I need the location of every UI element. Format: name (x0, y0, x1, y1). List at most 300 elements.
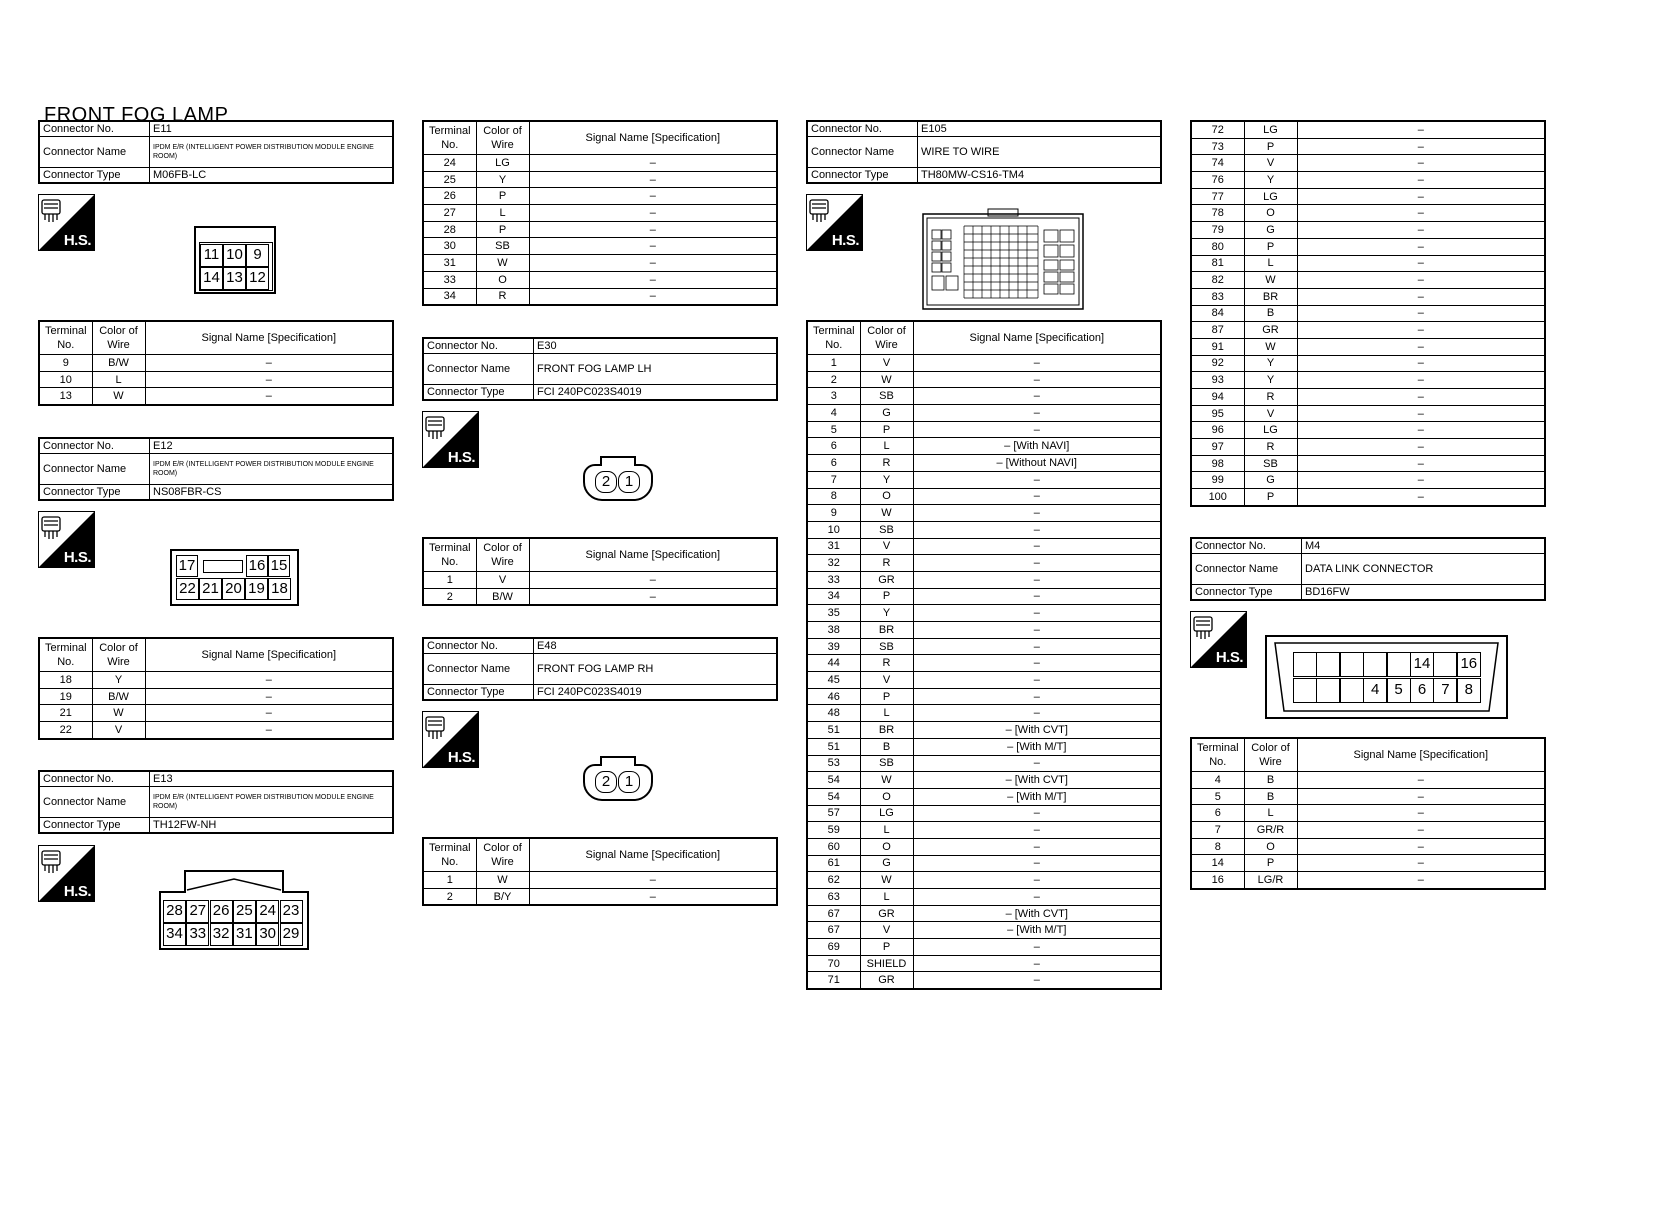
signal-name-cell: – (913, 622, 1161, 639)
terminal-pin: 26 (210, 900, 233, 923)
terminal-pin (1387, 652, 1411, 677)
wire-color-cell: R (1244, 389, 1297, 406)
wire-color-cell: Y (476, 171, 529, 188)
signal-name-cell: – (1297, 222, 1545, 239)
table-row (1191, 205, 1545, 222)
wire-color-cell: Y (1244, 355, 1297, 372)
connector-no-label: Connector No. (39, 438, 150, 454)
terminal-no-header: Terminal No. (39, 638, 92, 672)
terminal-no-cell: 63 (807, 889, 860, 906)
color-of-wire-header: Color of Wire (92, 638, 145, 672)
wire-color-cell: G (860, 405, 913, 422)
wire-color-cell: SB (860, 388, 913, 405)
terminal-pin: 31 (233, 923, 256, 946)
wire-color-cell: SB (860, 755, 913, 772)
table-row (1191, 422, 1545, 439)
signal-name-cell: – (913, 855, 1161, 872)
wire-color-cell: BR (860, 722, 913, 739)
terminal-no-cell: 96 (1191, 422, 1244, 439)
connector-type-label: Connector Type (39, 818, 150, 834)
table-row (807, 772, 1161, 789)
terminal-no-cell: 1 (423, 572, 476, 589)
wire-color-cell: W (92, 388, 145, 405)
table-row (807, 521, 1161, 538)
connector-no-label: Connector No. (1191, 538, 1302, 554)
terminal-no-cell: 14 (1191, 855, 1244, 872)
table-row (807, 889, 1161, 906)
connector-no-value: E30 (534, 338, 778, 354)
signal-name-cell: – (145, 722, 393, 739)
table-row (1191, 872, 1545, 889)
wire-color-cell: B (1244, 305, 1297, 322)
terminal-no-cell: 45 (807, 672, 860, 689)
wire-color-cell: GR (860, 972, 913, 989)
wire-color-cell: L (476, 205, 529, 222)
terminal-no-cell: 74 (1191, 155, 1244, 172)
wire-color-cell: P (860, 421, 913, 438)
table-row (807, 672, 1161, 689)
wire-color-cell: LG (1244, 422, 1297, 439)
terminal-pin: 19 (245, 578, 268, 600)
terminal-pin: 10 (223, 244, 246, 267)
signal-name-cell: – (1297, 472, 1545, 489)
terminal-pin: 16 (1457, 652, 1481, 677)
table-row (39, 371, 393, 388)
terminal-pin: 32 (210, 923, 233, 946)
signal-name-cell: – (913, 872, 1161, 889)
connector-diagram-e105 (922, 208, 1084, 310)
table-row (807, 755, 1161, 772)
table-row (807, 371, 1161, 388)
table-row (1191, 188, 1545, 205)
connector-no-value: E12 (150, 438, 394, 454)
table-row (1191, 788, 1545, 805)
signal-name-cell: – (1297, 272, 1545, 289)
signal-name-cell: – (529, 205, 777, 222)
wire-color-cell: V (1244, 155, 1297, 172)
signal-name-cell: – (913, 421, 1161, 438)
signal-name-cell: – (1297, 188, 1545, 205)
wire-color-cell: P (476, 221, 529, 238)
connector-diagram-e11 (194, 226, 276, 294)
signal-name-cell: – (1297, 855, 1545, 872)
terminal-no-cell: 51 (807, 722, 860, 739)
signal-name-cell: – (1297, 355, 1545, 372)
table-row (1191, 272, 1545, 289)
hs-label: H.S. (63, 232, 91, 249)
terminal-no-cell: 18 (39, 672, 92, 689)
table-row (1191, 439, 1545, 456)
signal-name-cell: – (529, 271, 777, 288)
signal-name-cell: – (529, 288, 777, 305)
table-row (807, 688, 1161, 705)
wire-color-cell: LG (476, 155, 529, 172)
signal-name-cell: – (1297, 288, 1545, 305)
terminal-pin: 25 (233, 900, 256, 923)
terminal-no-cell: 69 (807, 939, 860, 956)
connector-diagram-e13 (159, 870, 309, 950)
terminal-table-e12 (38, 637, 394, 740)
table-row (807, 488, 1161, 505)
terminal-no-header: Terminal No. (423, 838, 476, 872)
color-of-wire-header: Color of Wire (860, 321, 913, 355)
terminal-no-cell: 70 (807, 955, 860, 972)
table-row (39, 722, 393, 739)
table-row (1191, 338, 1545, 355)
signal-name-cell: – (1297, 155, 1545, 172)
connector-no-label: Connector No. (423, 338, 534, 354)
terminal-no-cell: 95 (1191, 405, 1244, 422)
terminal-pin: 34 (163, 923, 186, 946)
table-row (39, 355, 393, 372)
terminal-no-cell: 2 (423, 888, 476, 905)
wire-color-cell: V (92, 722, 145, 739)
color-of-wire-header: Color of Wire (476, 538, 529, 572)
terminal-pin: 13 (223, 267, 246, 290)
wire-color-cell: O (1244, 205, 1297, 222)
harness-side-icon (422, 711, 479, 768)
signal-name-cell: – [With CVT] (913, 772, 1161, 789)
terminal-no-cell: 82 (1191, 272, 1244, 289)
connector-diagram-e48 (583, 756, 653, 801)
signal-name-cell: – (529, 888, 777, 905)
terminal-pin (1316, 652, 1340, 677)
wire-color-cell: SB (860, 638, 913, 655)
connector-info-e13 (38, 770, 394, 834)
table-row (807, 905, 1161, 922)
terminal-pin: 33 (186, 923, 209, 946)
connector-name-label: Connector Name (39, 787, 150, 818)
wire-color-cell: V (860, 672, 913, 689)
table-row (423, 155, 777, 172)
terminal-no-cell: 22 (39, 722, 92, 739)
terminal-pin: 29 (280, 923, 303, 946)
table-row (1191, 772, 1545, 789)
signal-name-cell: – (913, 571, 1161, 588)
wire-color-cell: B (1244, 788, 1297, 805)
terminal-pin (1433, 652, 1457, 677)
connector-name-value: WIRE TO WIRE (918, 137, 1162, 168)
signal-name-cell: – (145, 388, 393, 405)
wire-color-cell: GR (860, 905, 913, 922)
table-row (39, 388, 393, 405)
terminal-table-e30 (422, 537, 778, 606)
table-row (807, 655, 1161, 672)
table-row (1191, 238, 1545, 255)
signal-name-header: Signal Name [Specification] (913, 321, 1161, 355)
harness-side-icon (422, 411, 479, 468)
terminal-pin: 14 (200, 267, 223, 290)
connector-type-value: FCI 240PC023S4019 (534, 685, 778, 701)
table-row (423, 221, 777, 238)
connector-no-value: M4 (1302, 538, 1546, 554)
hs-label: H.S. (63, 883, 91, 900)
connector-info-m4 (1190, 537, 1546, 601)
connector-no-label: Connector No. (807, 121, 918, 137)
terminal-no-cell: 33 (423, 271, 476, 288)
terminal-no-cell: 98 (1191, 455, 1244, 472)
table-row (807, 788, 1161, 805)
signal-name-cell: – (913, 388, 1161, 405)
terminal-no-cell: 5 (1191, 788, 1244, 805)
terminal-no-cell: 76 (1191, 172, 1244, 189)
wire-color-cell: W (1244, 272, 1297, 289)
wire-color-cell: W (1244, 338, 1297, 355)
connector-type-value: TH12FW-NH (150, 818, 394, 834)
terminal-no-cell: 60 (807, 838, 860, 855)
table-row (423, 872, 777, 889)
signal-name-header: Signal Name [Specification] (145, 638, 393, 672)
table-row (423, 288, 777, 305)
terminal-no-cell: 3 (807, 388, 860, 405)
wire-color-cell: L (1244, 805, 1297, 822)
connector-name-label: Connector Name (807, 137, 918, 168)
terminal-pin: 27 (186, 900, 209, 923)
terminal-no-cell: 7 (1191, 822, 1244, 839)
signal-name-cell: – (1297, 455, 1545, 472)
wire-color-cell: O (476, 271, 529, 288)
signal-name-cell: – (913, 638, 1161, 655)
hs-label: H.S. (447, 749, 475, 766)
signal-name-cell: – (1297, 838, 1545, 855)
terminal-pin: 2 (595, 771, 617, 793)
terminal-no-cell: 54 (807, 788, 860, 805)
signal-name-cell: – (913, 488, 1161, 505)
terminal-no-cell: 80 (1191, 238, 1244, 255)
wire-color-cell: L (860, 889, 913, 906)
terminal-no-cell: 4 (1191, 772, 1244, 789)
harness-side-icon (38, 845, 95, 902)
wire-color-cell: Y (1244, 372, 1297, 389)
connector-name-value: FRONT FOG LAMP LH (534, 354, 778, 385)
table-row (807, 638, 1161, 655)
signal-name-cell: – [With CVT] (913, 722, 1161, 739)
terminal-no-cell: 7 (807, 471, 860, 488)
table-row (1191, 838, 1545, 855)
wire-color-cell: P (860, 939, 913, 956)
signal-name-header: Signal Name [Specification] (145, 321, 393, 355)
signal-name-cell: – (1297, 788, 1545, 805)
table-row (807, 722, 1161, 739)
terminal-no-cell: 35 (807, 605, 860, 622)
terminal-pin (1316, 678, 1340, 703)
terminal-no-cell: 79 (1191, 222, 1244, 239)
wire-color-cell: L (92, 371, 145, 388)
terminal-no-cell: 1 (423, 872, 476, 889)
wire-color-cell: P (860, 688, 913, 705)
signal-name-cell: – (529, 188, 777, 205)
terminal-no-cell: 33 (807, 571, 860, 588)
terminal-table-e13 (422, 120, 778, 306)
hs-label: H.S. (1215, 649, 1243, 666)
terminal-no-cell: 39 (807, 638, 860, 655)
connector-info-e30 (422, 337, 778, 401)
table-row (807, 355, 1161, 372)
terminal-no-cell: 1 (807, 355, 860, 372)
terminal-no-header: Terminal No. (423, 121, 476, 155)
terminal-table-e105-continued (1190, 120, 1546, 507)
connector-name-label: Connector Name (1191, 554, 1302, 585)
wire-color-cell: B/W (476, 588, 529, 605)
terminal-pin: 8 (1457, 678, 1481, 703)
table-row (807, 805, 1161, 822)
terminal-no-cell: 4 (807, 405, 860, 422)
signal-name-cell: – (913, 672, 1161, 689)
page-title: FRONT FOG LAMP (44, 104, 229, 126)
terminal-pin: 14 (1410, 652, 1434, 677)
connector-info-e105 (806, 120, 1162, 184)
wire-color-cell: P (1244, 855, 1297, 872)
terminal-pin: 1 (618, 771, 640, 793)
signal-name-cell: – (913, 588, 1161, 605)
table-row (807, 822, 1161, 839)
wire-color-cell: Y (1244, 172, 1297, 189)
wire-color-cell: L (860, 705, 913, 722)
wire-color-cell: W (860, 772, 913, 789)
signal-name-cell: – (145, 672, 393, 689)
signal-name-cell: – (913, 688, 1161, 705)
terminal-no-cell: 10 (807, 521, 860, 538)
wire-color-cell: B (1244, 772, 1297, 789)
terminal-pin: 20 (222, 578, 245, 600)
terminal-no-cell: 59 (807, 822, 860, 839)
connector-diagram-e30 (583, 456, 653, 501)
table-row (423, 271, 777, 288)
table-row (807, 622, 1161, 639)
terminal-no-cell: 46 (807, 688, 860, 705)
table-row (1191, 255, 1545, 272)
table-row (807, 705, 1161, 722)
connector-no-label: Connector No. (423, 638, 534, 654)
terminal-pin: 30 (256, 923, 279, 946)
connector-type-value: BD16FW (1302, 585, 1546, 601)
terminal-pin (1340, 678, 1364, 703)
wire-color-cell: O (1244, 838, 1297, 855)
small-terminal-grid (932, 230, 1074, 294)
connector-name-label: Connector Name (39, 137, 150, 168)
terminal-no-cell: 10 (39, 371, 92, 388)
wire-color-cell: R (1244, 439, 1297, 456)
color-of-wire-header: Color of Wire (1244, 738, 1297, 772)
terminal-table-e105 (806, 320, 1162, 990)
table-row (423, 188, 777, 205)
terminal-no-cell: 78 (1191, 205, 1244, 222)
signal-name-cell: – [With NAVI] (913, 438, 1161, 455)
terminal-pin (1340, 652, 1364, 677)
terminal-no-cell: 99 (1191, 472, 1244, 489)
wire-color-cell: L (860, 438, 913, 455)
wire-color-cell: G (1244, 472, 1297, 489)
wire-color-cell: O (860, 838, 913, 855)
table-row (807, 872, 1161, 889)
wire-color-cell: LG (860, 805, 913, 822)
table-row (807, 438, 1161, 455)
table-row (807, 838, 1161, 855)
signal-name-cell: – (913, 521, 1161, 538)
wire-color-cell: B/W (92, 688, 145, 705)
wire-color-cell: GR (1244, 322, 1297, 339)
signal-name-cell: – [Without NAVI] (913, 455, 1161, 472)
signal-name-cell: – (913, 605, 1161, 622)
color-of-wire-header: Color of Wire (92, 321, 145, 355)
terminal-no-cell: 26 (423, 188, 476, 205)
table-row (807, 405, 1161, 422)
terminal-pin (1363, 652, 1387, 677)
terminal-pin: 17 (176, 555, 198, 577)
lock-tab (203, 560, 243, 573)
connector-no-value: E48 (534, 638, 778, 654)
connector-name-label: Connector Name (39, 454, 150, 485)
table-row (807, 588, 1161, 605)
terminal-pin: 24 (256, 900, 279, 923)
table-row (1191, 489, 1545, 506)
terminal-no-cell: 8 (1191, 838, 1244, 855)
terminal-no-cell: 8 (807, 488, 860, 505)
hs-label: H.S. (831, 232, 859, 249)
signal-name-cell: – (1297, 338, 1545, 355)
wire-color-cell: G (860, 855, 913, 872)
terminal-no-cell: 24 (423, 155, 476, 172)
connector-name-value: IPDM E/R (INTELLIGENT POWER DISTRIBUTION MODULE ENGINE ROOM) (150, 454, 394, 485)
harness-side-icon (806, 194, 863, 251)
wire-color-cell: BR (860, 622, 913, 639)
terminal-no-cell: 94 (1191, 389, 1244, 406)
connector-no-value: E13 (150, 771, 394, 787)
table-row (807, 955, 1161, 972)
terminal-no-cell: 62 (807, 872, 860, 889)
signal-name-cell: – (1297, 405, 1545, 422)
signal-name-cell: – [With CVT] (913, 905, 1161, 922)
wire-color-cell: L (1244, 255, 1297, 272)
terminal-no-cell: 92 (1191, 355, 1244, 372)
signal-name-cell: – (913, 939, 1161, 956)
wire-color-cell: Y (92, 672, 145, 689)
terminal-pin: 6 (1410, 678, 1434, 703)
table-row (807, 605, 1161, 622)
wire-color-cell: W (860, 505, 913, 522)
terminal-pin: 11 (200, 244, 223, 267)
wire-color-cell: V (476, 572, 529, 589)
wire-color-cell: V (1244, 405, 1297, 422)
connector-diagram-m4 (1265, 635, 1508, 719)
terminal-no-cell: 6 (1191, 805, 1244, 822)
terminal-pin: 9 (246, 244, 269, 267)
signal-name-cell: – (1297, 389, 1545, 406)
terminal-no-header: Terminal No. (1191, 738, 1244, 772)
terminal-pin: 1 (618, 471, 640, 493)
connector-outline (1265, 635, 1508, 719)
terminal-no-header: Terminal No. (423, 538, 476, 572)
wire-color-cell: SB (1244, 455, 1297, 472)
table-row (807, 855, 1161, 872)
terminal-no-cell: 25 (423, 171, 476, 188)
signal-name-cell: – (1297, 422, 1545, 439)
table-row (423, 572, 777, 589)
harness-side-icon (38, 194, 95, 251)
terminal-no-cell: 34 (807, 588, 860, 605)
signal-name-cell: – (1297, 205, 1545, 222)
table-row (807, 922, 1161, 939)
signal-name-cell: – (145, 355, 393, 372)
terminal-no-cell: 16 (1191, 872, 1244, 889)
hs-label: H.S. (63, 549, 91, 566)
wire-color-cell: LG/R (1244, 872, 1297, 889)
connector-no-value: E11 (150, 121, 394, 137)
signal-name-header: Signal Name [Specification] (1297, 738, 1545, 772)
table-row (807, 421, 1161, 438)
wire-color-cell: SB (476, 238, 529, 255)
terminal-no-cell: 61 (807, 855, 860, 872)
